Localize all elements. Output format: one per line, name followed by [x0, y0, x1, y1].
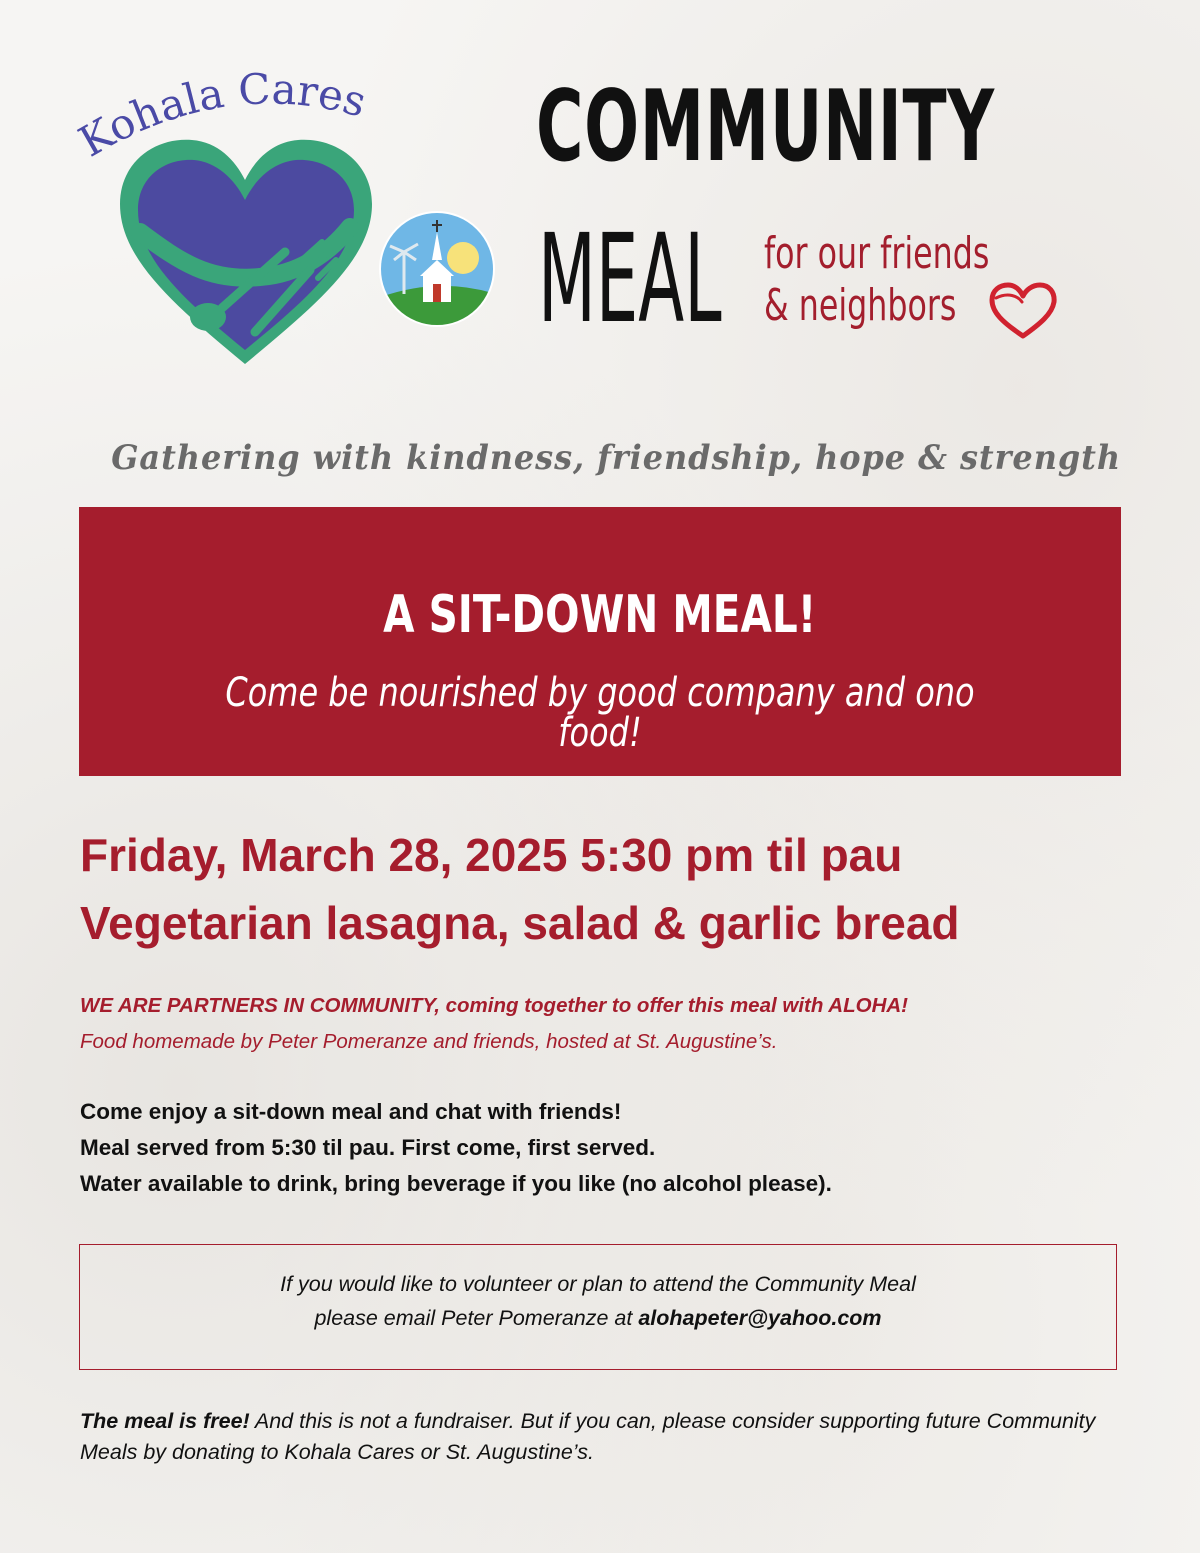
title-subtitle: [764, 228, 989, 332]
detail-line: Water available to drink, bring beverage if you like (no alcohol please).: [80, 1171, 832, 1196]
volunteer-box: [79, 1244, 1117, 1370]
volunteer-line-1: If you would like to volunteer or plan to attend the Community Meal: [280, 1272, 916, 1296]
banner-heading: A SIT-DOWN MEAL!: [383, 585, 817, 645]
heart-outline-icon: [988, 282, 1058, 340]
church-logo-icon: [378, 210, 496, 328]
footer-bold-lead: The meal is free!: [80, 1409, 250, 1433]
event-date-time: Friday, March 28, 2025 5:30 pm til pau: [80, 829, 903, 881]
footer-note: [80, 1406, 1140, 1468]
subtitle-line-1: for our friends: [764, 228, 990, 279]
tagline: Gathering with kindness, friendship, hope & strength: [111, 438, 1122, 478]
heart-utensils-icon: [110, 132, 380, 372]
volunteer-line-2-prefix: please email Peter Pomeranze at: [314, 1306, 639, 1330]
title-meal: MEAL: [538, 208, 722, 350]
title-community: COMMUNITY: [536, 70, 995, 184]
meal-details: [80, 1094, 832, 1202]
volunteer-line-2: [80, 1301, 1116, 1335]
volunteer-email-link[interactable]: alohapeter@yahoo.com: [638, 1306, 882, 1330]
subtitle-line-2: & neighbors: [764, 280, 957, 331]
volunteer-text: [80, 1267, 1116, 1335]
detail-line: Come enjoy a sit-down meal and chat with friends!: [80, 1099, 622, 1124]
kohala-cares-logo: [70, 70, 430, 370]
kohala-cares-text: Kohala Cares: [70, 70, 372, 167]
event-menu: Vegetarian lasagna, salad & garlic bread: [80, 897, 960, 949]
footer-text: And this is not a fundraiser. But if you can, please consider supporting future Community Meals by donating to Kohala Cares or St. Augustine’s.: [80, 1409, 1096, 1464]
banner-subheading: Come be nourished by good company and ono food!: [225, 670, 975, 756]
detail-line: Meal served from 5:30 til pau. First come, first served.: [80, 1135, 656, 1160]
partners-statement: WE ARE PARTNERS IN COMMUNITY, coming together to offer this meal with ALOHA!: [80, 994, 909, 1017]
partners-credit: Food homemade by Peter Pomeranze and friends, hosted at St. Augustine’s.: [80, 1030, 778, 1053]
sit-down-meal-banner: [79, 507, 1121, 776]
